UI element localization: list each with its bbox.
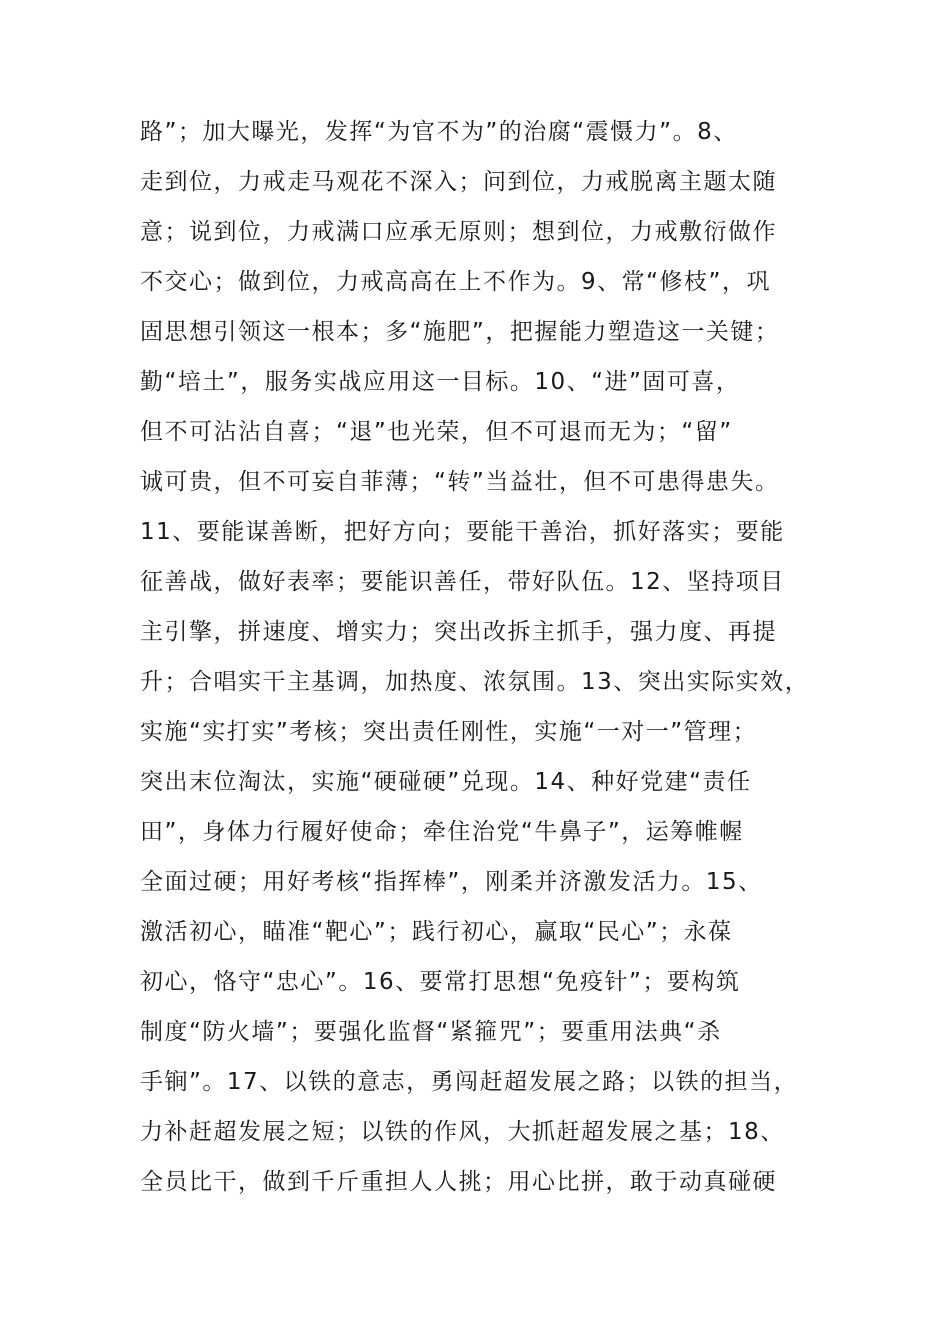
body-text bbox=[140, 107, 840, 1207]
text-line: 走到位，力戒走马观花不深入；问到位，力戒脱离主题太随 bbox=[140, 169, 777, 195]
text-line: 但不可沾沾自喜；“退”也光荣，但不可退而无为；“留” bbox=[140, 419, 733, 445]
text-line: 主引擎，拼速度、增实力；突出改拆主抓手，强力度、再提 bbox=[140, 619, 777, 645]
text-line: 实施“实打实”考核；突出责任刚性，实施“一对一”管理； bbox=[140, 719, 758, 745]
text-line: 不交心；做到位，力戒高高在上不作为。9、常“修枝”，巩 bbox=[140, 269, 771, 295]
text-line: 全员比干，做到千斤重担人人挑；用心比拼，敢于动真碰硬 bbox=[140, 1169, 777, 1195]
text-line: 意；说到位，力戒满口应承无原则；想到位，力戒敷衍做作 bbox=[140, 219, 777, 245]
text-line: 手锏”。17、以铁的意志，勇闯赶超发展之路；以铁的担当， bbox=[140, 1069, 799, 1095]
text-line: 升；合唱实干主基调，加热度、浓氛围。13、突出实际实效， bbox=[140, 669, 810, 695]
text-line: 征善战，做好表率；要能识善任，带好队伍。12、坚持项目 bbox=[140, 569, 785, 595]
text-line: 田”，身体力行履好使命；牵住治党“牛鼻子”，运筹帷幄 bbox=[140, 819, 744, 845]
text-line: 勤“培土”，服务实战应用这一目标。10、“进”固可喜， bbox=[140, 369, 741, 395]
text-line: 固思想引领这一根本；多“施肥”，把握能力塑造这一关键； bbox=[140, 319, 780, 345]
text-line: 激活初心，瞄准“靶心”；践行初心，赢取“民心”；永葆 bbox=[140, 919, 733, 945]
text-line: 初心，恪守“忠心”。16、要常打思想“免疫针”；要构筑 bbox=[140, 969, 741, 995]
text-line: 制度“防火墙”；要强化监督“紧箍咒”；要重用法典“杀 bbox=[140, 1019, 722, 1045]
text-line: 全面过硬；用好考核“指挥棒”，刚柔并济激发活力。15、 bbox=[140, 869, 763, 895]
text-line: 突出末位淘汰，实施“硬碰硬”兑现。14、种好党建“责任 bbox=[140, 769, 752, 795]
text-line: 力补赶超发展之短；以铁的作风，大抓赶超发展之基；18、 bbox=[140, 1119, 785, 1145]
text-line: 11、要能谋善断，把好方向；要能干善治，抓好落实；要能 bbox=[140, 519, 785, 545]
text-line: 路”；加大曝光，发挥“为官不为”的治腐“震慑力”。8、 bbox=[140, 119, 738, 145]
text-line: 诚可贵，但不可妄自菲薄；“转”当益壮，但不可患得患失。 bbox=[140, 469, 780, 495]
